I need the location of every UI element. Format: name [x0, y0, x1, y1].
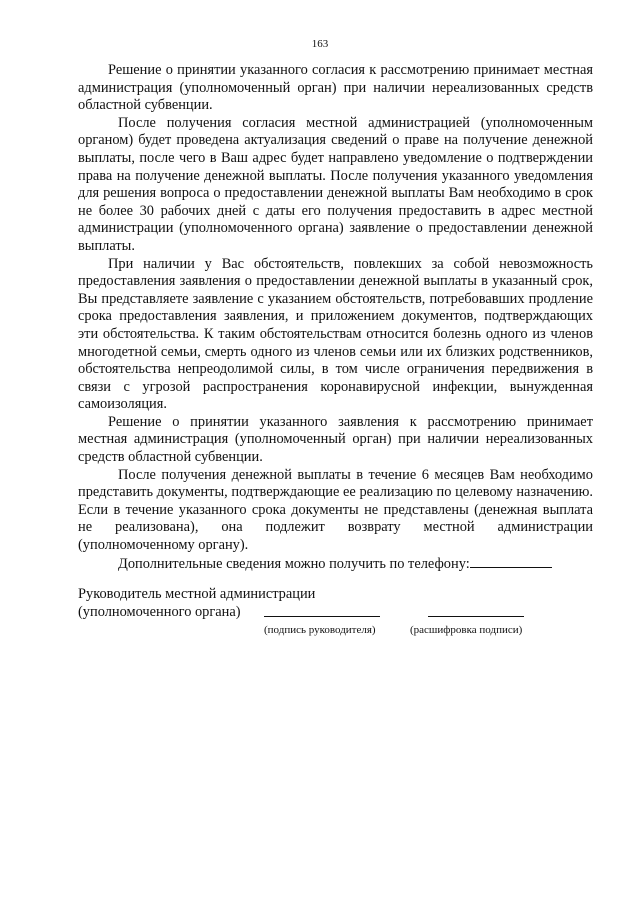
- signature-title-line1: Руководитель местной администрации: [78, 586, 316, 602]
- document-body: [78, 62, 593, 573]
- page-number: 163: [311, 38, 329, 50]
- paragraph: После получения согласия местной администрацией (уполномоченным органом) будет проведена актуализация сведений о праве на получение денежной выплаты, после чего в Ваш адрес будет направлено уведомление о подтверждении права на получение денежной выплаты. После получения указанного уведомления для решения вопроса о предоставлении денежной выплаты Вам необходимо в срок не более 30 рабочих дней с даты его получения предоставить в адрес местной администрации (уполномоченного органа) заявление о предоставлении денежной выплаты.: [78, 114, 593, 254]
- paragraph: После получения денежной выплаты в течение 6 месяцев Вам необходимо представить документы, подтверждающие ее реализацию по целевому назначению. Если в течение указанного срока документы не представлены (денежная выплата не реализована), она подлежит возврату местной администрации (уполномоченному органу).: [78, 466, 593, 554]
- signature-title-line2: (уполномоченного органа): [78, 603, 241, 620]
- signature-caption: (подпись руководителя): [264, 624, 376, 636]
- signature-line: [264, 616, 380, 617]
- paragraph: Решение о принятии указанного заявления к рассмотрению принимает местная администрация (уполномоченный орган) при наличии нереализованных средств областной субвенции.: [78, 413, 593, 466]
- paragraph: При наличии у Вас обстоятельств, повлекших за собой невозможность предоставления заявления о предоставлении денежной выплаты в указанный срок, Вы представляете заявление с указанием обстоятельств, потребовавших продление срока предоставления заявления, и приложением документов, подтверждающих эти обстоятельства. К таким обстоятельствам относится болезнь одного из членов многодетной семьи, смерть одного из членов семьи или их близких родственников, обстоятельства непреодолимой силы, в том числе ограничения передвижения в связи с угрозой распространения коронавирусной инфекции, вынужденная самоизоляция.: [78, 255, 593, 413]
- phone-label: Дополнительные сведения можно получить по телефону:: [118, 555, 470, 572]
- signature-block: [78, 586, 598, 636]
- phone-info: [78, 555, 593, 574]
- decoding-caption: (расшифровка подписи): [410, 624, 523, 636]
- phone-blank: [470, 555, 552, 568]
- paragraph: Решение о принятии указанного согласия к рассмотрению принимает местная администрация (уполномоченный орган) при наличии нереализованных средств областной субвенции.: [78, 62, 593, 114]
- decoding-line: [428, 616, 524, 617]
